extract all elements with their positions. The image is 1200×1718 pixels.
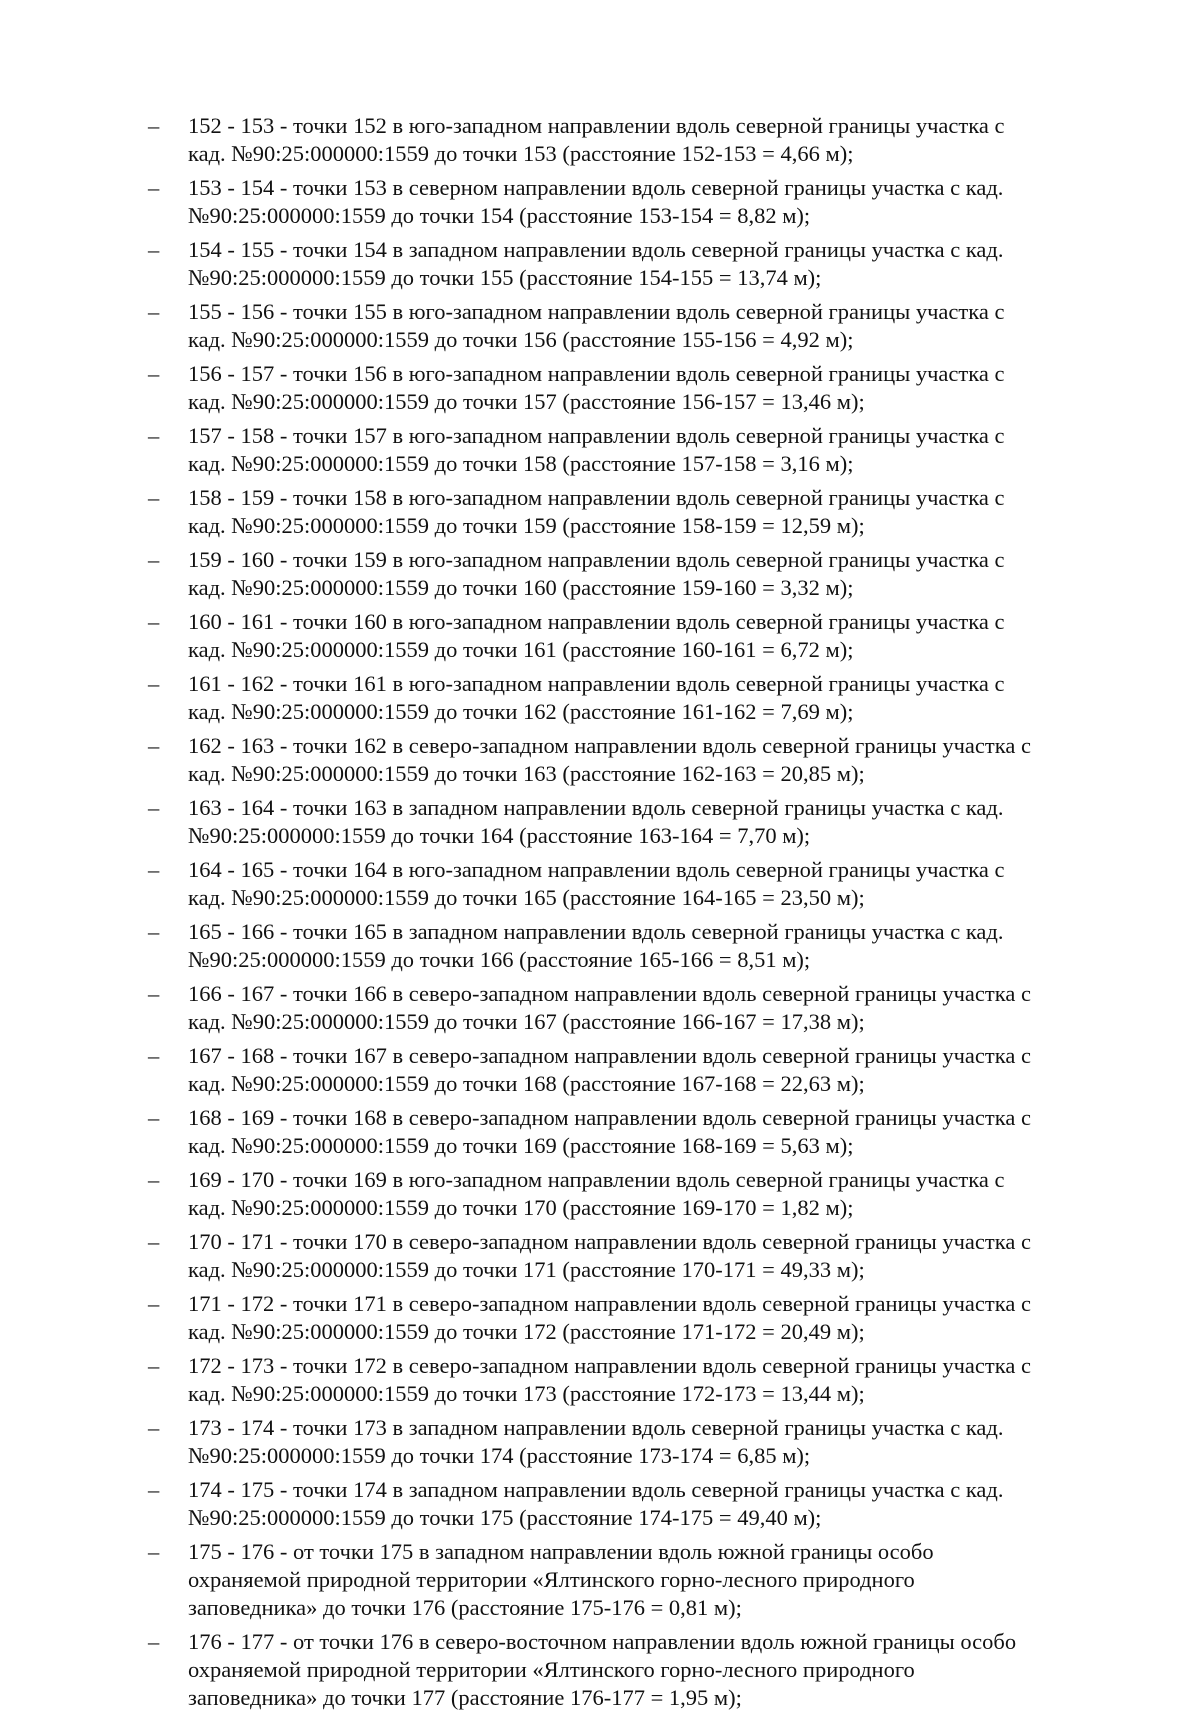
segment-text-line: кад. №90:25:000000:1559 до точки 162 (расстояние 161-162 = 7,69 м); [188, 699, 854, 724]
list-bullet-dash: – [148, 1415, 160, 1440]
boundary-segment-item [148, 1166, 1108, 1222]
segment-text-line: кад. №90:25:000000:1559 до точки 172 (расстояние 171-172 = 20,49 м); [188, 1319, 865, 1344]
boundary-segment-item [148, 546, 1108, 602]
segment-text-line: 171 - 172 - точки 171 в северо-западном направлении вдоль северной границы участка с [188, 1291, 1031, 1316]
segment-text-line: 163 - 164 - точки 163 в западном направлении вдоль северной границы участка с кад. [188, 795, 1004, 820]
boundary-segment-item [148, 1228, 1108, 1284]
boundary-segment-list [148, 112, 1108, 1718]
list-bullet-dash: – [148, 1043, 160, 1068]
segment-text-line: кад. №90:25:000000:1559 до точки 170 (расстояние 169-170 = 1,82 м); [188, 1195, 854, 1220]
list-bullet-dash: – [148, 1167, 160, 1192]
boundary-segment-item [148, 360, 1108, 416]
segment-text-line: кад. №90:25:000000:1559 до точки 171 (расстояние 170-171 = 49,33 м); [188, 1257, 865, 1282]
boundary-segment-item [148, 1628, 1108, 1712]
segment-text-line: 170 - 171 - точки 170 в северо-западном направлении вдоль северной границы участка с [188, 1229, 1031, 1254]
list-bullet-dash: – [148, 857, 160, 882]
segment-text-line: 165 - 166 - точки 165 в западном направлении вдоль северной границы участка с кад. [188, 919, 1004, 944]
boundary-segment-item [148, 608, 1108, 664]
list-bullet-dash: – [148, 485, 160, 510]
list-bullet-dash: – [148, 423, 160, 448]
segment-text-line: 173 - 174 - точки 173 в западном направлении вдоль северной границы участка с кад. [188, 1415, 1004, 1440]
segment-text-line: №90:25:000000:1559 до точки 164 (расстояние 163-164 = 7,70 м); [188, 823, 811, 848]
segment-text-line: 154 - 155 - точки 154 в западном направлении вдоль северной границы участка с кад. [188, 237, 1004, 262]
list-bullet-dash: – [148, 237, 160, 262]
segment-text-line: 157 - 158 - точки 157 в юго-западном направлении вдоль северной границы участка с [188, 423, 1005, 448]
segment-text-line: кад. №90:25:000000:1559 до точки 168 (расстояние 167-168 = 22,63 м); [188, 1071, 865, 1096]
segment-text-line: кад. №90:25:000000:1559 до точки 160 (расстояние 159-160 = 3,32 м); [188, 575, 854, 600]
segment-text-line: кад. №90:25:000000:1559 до точки 158 (расстояние 157-158 = 3,16 м); [188, 451, 854, 476]
segment-text-line: 159 - 160 - точки 159 в юго-западном направлении вдоль северной границы участка с [188, 547, 1005, 572]
segment-text-line: охраняемой природной территории «Ялтинского горно-лесного природного [188, 1567, 915, 1592]
list-bullet-dash: – [148, 547, 160, 572]
segment-text-line: кад. №90:25:000000:1559 до точки 173 (расстояние 172-173 = 13,44 м); [188, 1381, 865, 1406]
boundary-segment-item [148, 670, 1108, 726]
segment-text-line: кад. №90:25:000000:1559 до точки 167 (расстояние 166-167 = 17,38 м); [188, 1009, 865, 1034]
segment-text-line: 166 - 167 - точки 166 в северо-западном направлении вдоль северной границы участка с [188, 981, 1031, 1006]
segment-text-line: кад. №90:25:000000:1559 до точки 163 (расстояние 162-163 = 20,85 м); [188, 761, 865, 786]
segment-text-line: 174 - 175 - точки 174 в западном направлении вдоль северной границы участка с кад. [188, 1477, 1004, 1502]
boundary-segment-item [148, 1352, 1108, 1408]
boundary-segment-item [148, 918, 1108, 974]
boundary-segment-item [148, 1290, 1108, 1346]
segment-text-line: кад. №90:25:000000:1559 до точки 161 (расстояние 160-161 = 6,72 м); [188, 637, 854, 662]
segment-text-line: кад. №90:25:000000:1559 до точки 153 (расстояние 152-153 = 4,66 м); [188, 141, 854, 166]
boundary-segment-item [148, 174, 1108, 230]
boundary-segment-item [148, 1042, 1108, 1098]
segment-text-line: №90:25:000000:1559 до точки 154 (расстояние 153-154 = 8,82 м); [188, 203, 811, 228]
segment-text-line: 161 - 162 - точки 161 в юго-западном направлении вдоль северной границы участка с [188, 671, 1005, 696]
boundary-segment-item [148, 298, 1108, 354]
segment-text-line: 153 - 154 - точки 153 в северном направлении вдоль северной границы участка с кад. [188, 175, 1004, 200]
boundary-segment-item [148, 1104, 1108, 1160]
segment-text-line: 158 - 159 - точки 158 в юго-западном направлении вдоль северной границы участка с [188, 485, 1005, 510]
list-bullet-dash: – [148, 1539, 160, 1564]
boundary-segment-item [148, 856, 1108, 912]
segment-text-line: 156 - 157 - точки 156 в юго-западном направлении вдоль северной границы участка с [188, 361, 1005, 386]
segment-text-line: заповедника» до точки 177 (расстояние 176-177 = 1,95 м); [188, 1685, 742, 1710]
list-bullet-dash: – [148, 609, 160, 634]
segment-text-line: 167 - 168 - точки 167 в северо-западном направлении вдоль северной границы участка с [188, 1043, 1031, 1068]
boundary-segment-item [148, 1414, 1108, 1470]
list-bullet-dash: – [148, 1105, 160, 1130]
segment-text-line: кад. №90:25:000000:1559 до точки 157 (расстояние 156-157 = 13,46 м); [188, 389, 865, 414]
boundary-segment-item [148, 484, 1108, 540]
list-bullet-dash: – [148, 733, 160, 758]
segment-text-line: 172 - 173 - точки 172 в северо-западном направлении вдоль северной границы участка с [188, 1353, 1031, 1378]
boundary-segment-item [148, 1476, 1108, 1532]
boundary-segment-item [148, 422, 1108, 478]
segment-text-line: кад. №90:25:000000:1559 до точки 156 (расстояние 155-156 = 4,92 м); [188, 327, 854, 352]
list-bullet-dash: – [148, 1353, 160, 1378]
segment-text-line: 152 - 153 - точки 152 в юго-западном направлении вдоль северной границы участка с [188, 113, 1005, 138]
boundary-segment-item [148, 732, 1108, 788]
segment-text-line: №90:25:000000:1559 до точки 155 (расстояние 154-155 = 13,74 м); [188, 265, 822, 290]
boundary-segment-item [148, 112, 1108, 168]
segment-text-line: 168 - 169 - точки 168 в северо-западном направлении вдоль северной границы участка с [188, 1105, 1031, 1130]
list-bullet-dash: – [148, 175, 160, 200]
segment-text-line: охраняемой природной территории «Ялтинского горно-лесного природного [188, 1657, 915, 1682]
list-bullet-dash: – [148, 1477, 160, 1502]
list-bullet-dash: – [148, 795, 160, 820]
segment-text-line: №90:25:000000:1559 до точки 174 (расстояние 173-174 = 6,85 м); [188, 1443, 811, 1468]
segment-text-line: заповедника» до точки 176 (расстояние 175-176 = 0,81 м); [188, 1595, 742, 1620]
segment-text-line: 169 - 170 - точки 169 в юго-западном направлении вдоль северной границы участка с [188, 1167, 1005, 1192]
list-bullet-dash: – [148, 299, 160, 324]
list-bullet-dash: – [148, 671, 160, 696]
segment-text-line: 175 - 176 - от точки 175 в западном направлении вдоль южной границы особо [188, 1539, 934, 1564]
list-bullet-dash: – [148, 1629, 160, 1654]
segment-text-line: кад. №90:25:000000:1559 до точки 159 (расстояние 158-159 = 12,59 м); [188, 513, 865, 538]
boundary-segment-item [148, 1538, 1108, 1622]
list-bullet-dash: – [148, 919, 160, 944]
list-bullet-dash: – [148, 1229, 160, 1254]
boundary-segment-item [148, 236, 1108, 292]
boundary-segment-item [148, 980, 1108, 1036]
segment-text-line: кад. №90:25:000000:1559 до точки 165 (расстояние 164-165 = 23,50 м); [188, 885, 865, 910]
segment-text-line: 162 - 163 - точки 162 в северо-западном направлении вдоль северной границы участка с [188, 733, 1031, 758]
segment-text-line: кад. №90:25:000000:1559 до точки 169 (расстояние 168-169 = 5,63 м); [188, 1133, 854, 1158]
segment-text-line: №90:25:000000:1559 до точки 175 (расстояние 174-175 = 49,40 м); [188, 1505, 822, 1530]
segment-text-line: №90:25:000000:1559 до точки 166 (расстояние 165-166 = 8,51 м); [188, 947, 811, 972]
segment-text-line: 155 - 156 - точки 155 в юго-западном направлении вдоль северной границы участка с [188, 299, 1005, 324]
segment-text-line: 164 - 165 - точки 164 в юго-западном направлении вдоль северной границы участка с [188, 857, 1005, 882]
boundary-segment-item [148, 794, 1108, 850]
list-bullet-dash: – [148, 113, 160, 138]
list-bullet-dash: – [148, 361, 160, 386]
list-bullet-dash: – [148, 1291, 160, 1316]
segment-text-line: 176 - 177 - от точки 176 в северо-восточном направлении вдоль южной границы особо [188, 1629, 1017, 1654]
segment-text-line: 160 - 161 - точки 160 в юго-западном направлении вдоль северной границы участка с [188, 609, 1005, 634]
list-bullet-dash: – [148, 981, 160, 1006]
